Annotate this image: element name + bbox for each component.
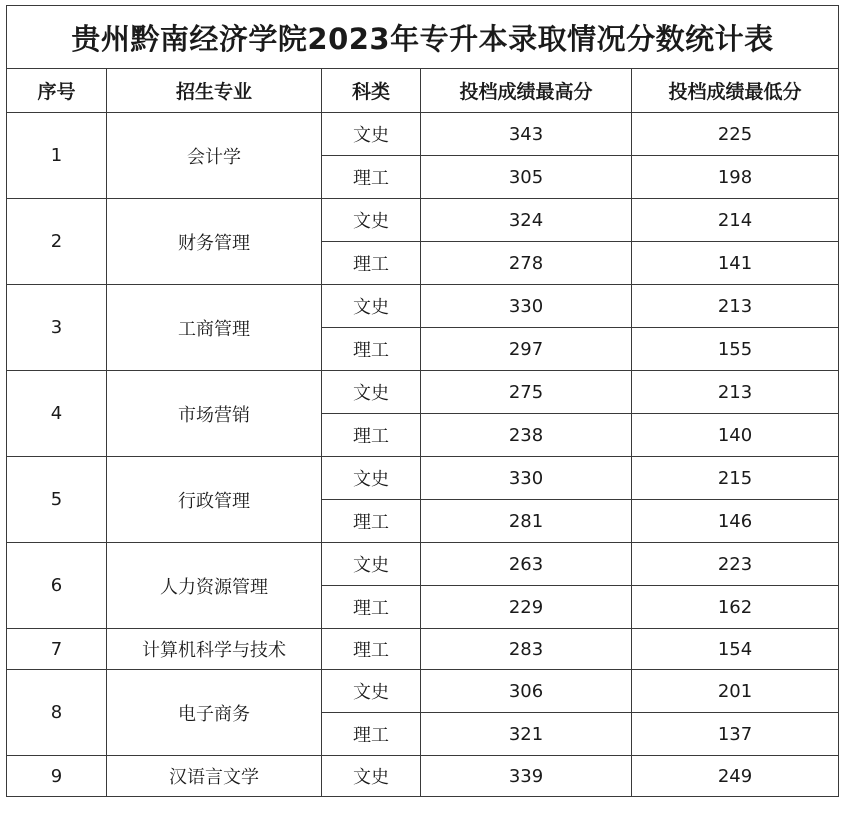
cell-category: 理工 (322, 713, 421, 756)
cell-category: 文史 (322, 113, 421, 156)
cell-major: 行政管理 (107, 457, 322, 543)
cell-index: 7 (7, 629, 107, 670)
cell-category: 文史 (322, 371, 421, 414)
header-min-score: 投档成绩最低分 (632, 69, 839, 113)
cell-category: 文史 (322, 457, 421, 500)
cell-category: 文史 (322, 543, 421, 586)
cell-category: 理工 (322, 414, 421, 457)
cell-min-score: 213 (632, 285, 839, 328)
header-index: 序号 (7, 69, 107, 113)
cell-index: 8 (7, 670, 107, 756)
cell-min-score: 154 (632, 629, 839, 670)
cell-max-score: 275 (421, 371, 632, 414)
cell-min-score: 137 (632, 713, 839, 756)
cell-category: 理工 (322, 500, 421, 543)
cell-category: 理工 (322, 629, 421, 670)
cell-min-score: 249 (632, 756, 839, 797)
cell-min-score: 162 (632, 586, 839, 629)
cell-max-score: 281 (421, 500, 632, 543)
cell-major: 汉语言文学 (107, 756, 322, 797)
cell-min-score: 141 (632, 242, 839, 285)
cell-index: 1 (7, 113, 107, 199)
cell-category: 理工 (322, 586, 421, 629)
score-sheet (6, 5, 838, 797)
cell-category: 文史 (322, 756, 421, 797)
cell-min-score: 214 (632, 199, 839, 242)
table-row (7, 199, 839, 242)
cell-major: 电子商务 (107, 670, 322, 756)
header-major: 招生专业 (107, 69, 322, 113)
cell-min-score: 213 (632, 371, 839, 414)
cell-category: 文史 (322, 285, 421, 328)
cell-max-score: 263 (421, 543, 632, 586)
table-row (7, 629, 839, 670)
cell-max-score: 278 (421, 242, 632, 285)
cell-max-score: 321 (421, 713, 632, 756)
table-title: 贵州黔南经济学院2023年专升本录取情况分数统计表 (7, 6, 839, 69)
table-row (7, 543, 839, 586)
cell-min-score: 201 (632, 670, 839, 713)
cell-max-score: 343 (421, 113, 632, 156)
cell-category: 理工 (322, 328, 421, 371)
cell-min-score: 225 (632, 113, 839, 156)
cell-max-score: 306 (421, 670, 632, 713)
cell-index: 5 (7, 457, 107, 543)
table-row (7, 113, 839, 156)
cell-max-score: 339 (421, 756, 632, 797)
table-row (7, 670, 839, 713)
cell-index: 4 (7, 371, 107, 457)
cell-major: 市场营销 (107, 371, 322, 457)
header-max-score: 投档成绩最高分 (421, 69, 632, 113)
header-row (7, 69, 839, 113)
score-table (6, 5, 839, 797)
cell-min-score: 223 (632, 543, 839, 586)
cell-category: 理工 (322, 242, 421, 285)
cell-max-score: 283 (421, 629, 632, 670)
cell-min-score: 198 (632, 156, 839, 199)
table-row (7, 457, 839, 500)
cell-major: 人力资源管理 (107, 543, 322, 629)
cell-max-score: 330 (421, 285, 632, 328)
cell-max-score: 324 (421, 199, 632, 242)
cell-major: 会计学 (107, 113, 322, 199)
cell-min-score: 155 (632, 328, 839, 371)
table-row (7, 371, 839, 414)
cell-category: 文史 (322, 199, 421, 242)
cell-index: 3 (7, 285, 107, 371)
cell-max-score: 330 (421, 457, 632, 500)
cell-min-score: 140 (632, 414, 839, 457)
cell-category: 理工 (322, 156, 421, 199)
cell-category: 文史 (322, 670, 421, 713)
table-row (7, 756, 839, 797)
cell-max-score: 297 (421, 328, 632, 371)
cell-min-score: 215 (632, 457, 839, 500)
cell-max-score: 229 (421, 586, 632, 629)
cell-major: 财务管理 (107, 199, 322, 285)
table-row (7, 285, 839, 328)
cell-min-score: 146 (632, 500, 839, 543)
cell-major: 工商管理 (107, 285, 322, 371)
cell-index: 2 (7, 199, 107, 285)
cell-index: 9 (7, 756, 107, 797)
cell-major: 计算机科学与技术 (107, 629, 322, 670)
cell-index: 6 (7, 543, 107, 629)
cell-max-score: 238 (421, 414, 632, 457)
header-category: 科类 (322, 69, 421, 113)
cell-max-score: 305 (421, 156, 632, 199)
table-body (7, 113, 839, 797)
